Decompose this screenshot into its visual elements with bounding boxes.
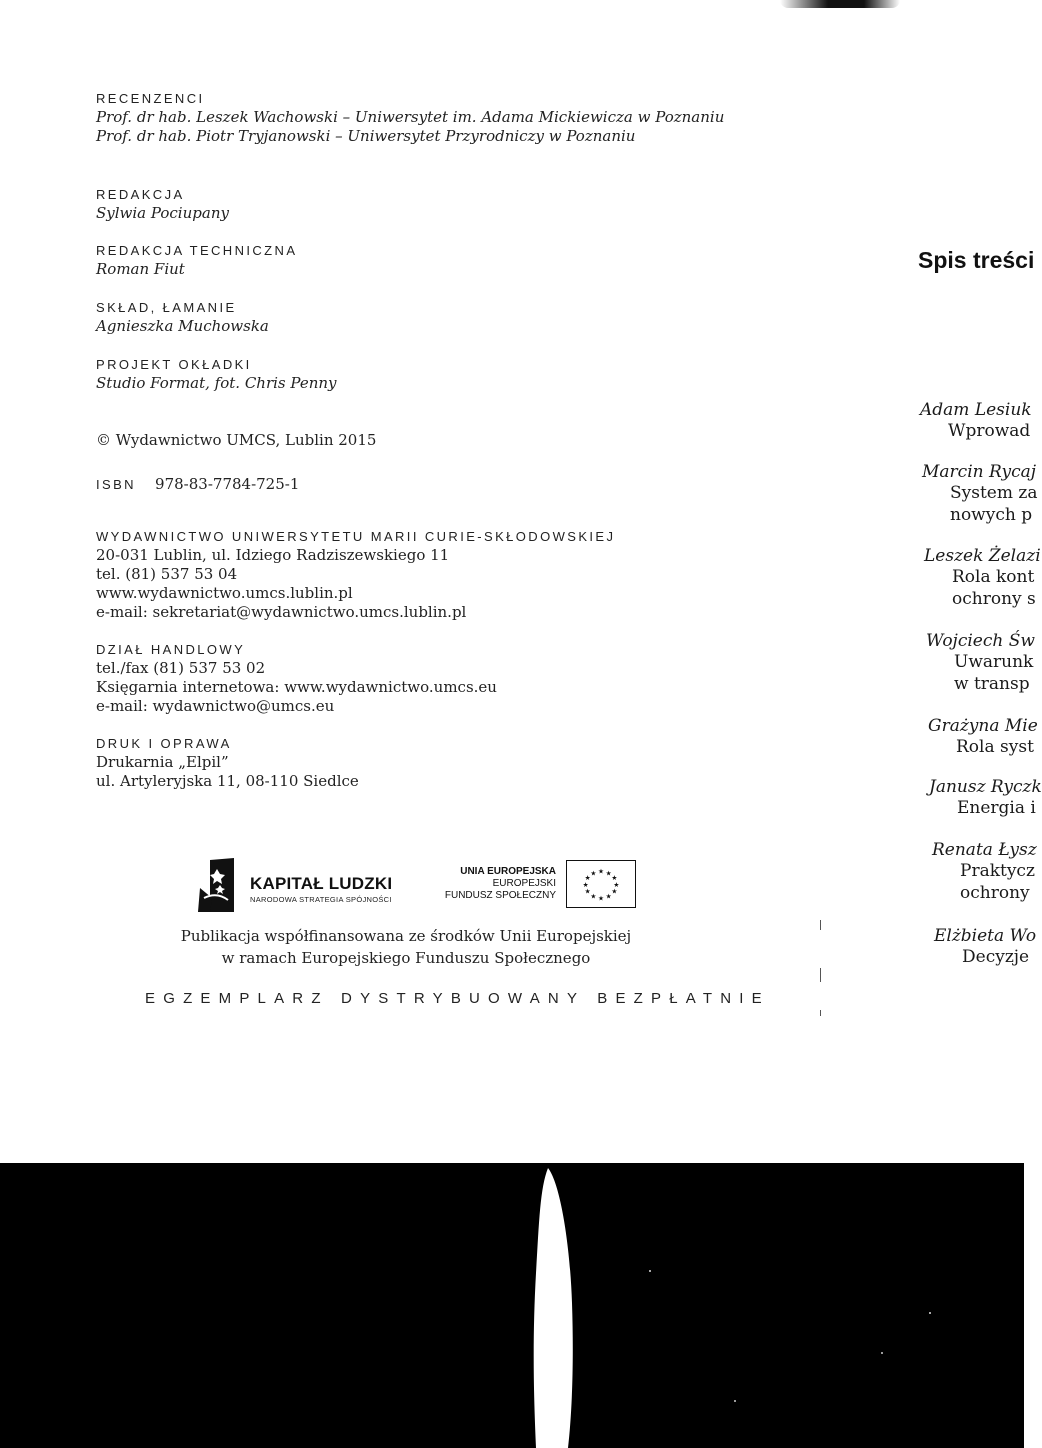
- printing-name: Drukarnia „Elpil”: [96, 753, 229, 771]
- eu-flag-icon: [566, 860, 636, 908]
- eu-fund-line2: FUNDUSZ SPOŁECZNY: [444, 890, 556, 901]
- toc-entry: [928, 716, 1038, 758]
- typesetting-section: [96, 299, 269, 336]
- publisher-phone: tel. (81) 537 53 04: [96, 565, 238, 583]
- sales-heading: DZIAŁ HANDLOWY: [96, 642, 246, 657]
- scan-smudge: [780, 0, 900, 8]
- isbn-value: 978-83-7784-725-1: [155, 475, 300, 493]
- publisher-email: e-mail: sekretariat@wydawnictwo.umcs.lublin.pl: [96, 603, 467, 621]
- cover-name: Studio Format, fot. Chris Penny: [96, 374, 337, 392]
- toc-chapter-title: Decyzje: [962, 947, 1030, 967]
- toc-entry: [926, 631, 1035, 695]
- typesetting-name: Agnieszka Muchowska: [96, 317, 269, 335]
- cover-section: [96, 356, 337, 393]
- scan-tear-shape: [0, 1163, 1024, 1448]
- toc-author: Wojciech Św: [926, 631, 1035, 651]
- editor-section: [96, 186, 229, 223]
- eu-text: [445, 866, 556, 902]
- toc-chapter-title: ochrony s: [952, 589, 1036, 609]
- page-gutter-marks: [820, 920, 821, 1040]
- toc-title: Spis treści: [918, 247, 1035, 273]
- eu-social-fund-logo: [446, 860, 636, 910]
- reviewers-section: [96, 90, 724, 146]
- toc-chapter-title: Wprowad: [948, 421, 1031, 441]
- eu-fund-line1: EUROPEJSKI: [492, 878, 556, 889]
- printing-address: ul. Artyleryjska 11, 08-110 Siedlce: [96, 772, 359, 790]
- toc-entry: [920, 400, 1032, 442]
- toc-chapter-title: Uwarunk: [954, 652, 1034, 672]
- svg-text:★: ★: [590, 869, 597, 878]
- toc-entry: [924, 546, 1041, 610]
- printing-section: [96, 735, 359, 791]
- tech-editor-section: [96, 242, 297, 279]
- svg-text:★: ★: [584, 887, 591, 896]
- sales-phone: tel./fax (81) 537 53 02: [96, 659, 266, 677]
- reviewer-line: Prof. dr hab. Piotr Tryjanowski – Uniwersytet Przyrodniczy w Poznaniu: [96, 127, 636, 145]
- typesetting-heading: SKŁAD, ŁAMANIE: [96, 300, 237, 315]
- toc-author: Elżbieta Wo: [934, 926, 1037, 946]
- sales-bookstore: Księgarnia internetowa: www.wydawnictwo.umcs.eu: [96, 678, 497, 696]
- svg-text:★: ★: [582, 880, 589, 889]
- isbn-line: [96, 474, 299, 494]
- printing-heading: DRUK I OPRAWA: [96, 736, 232, 751]
- tech-editor-name: Roman Fiut: [96, 260, 185, 278]
- cofinance-line-2: w ramach Europejskiego Funduszu Społecznego: [221, 949, 591, 967]
- sales-email: e-mail: wydawnictwo@umcs.eu: [96, 697, 335, 715]
- toc-entry: [929, 777, 1042, 819]
- publisher-heading: WYDAWNICTWO UNIWERSYTETU MARII CURIE-SKŁODOWSKIEJ: [96, 529, 616, 544]
- svg-text:★: ★: [584, 874, 591, 883]
- publisher-section: [96, 528, 615, 622]
- svg-text:★: ★: [590, 892, 597, 901]
- toc-author: Leszek Żelazi: [924, 546, 1041, 566]
- reviewers-heading: RECENZENCI: [96, 91, 205, 106]
- toc-author: Grażyna Mie: [928, 716, 1038, 736]
- toc-chapter-title: nowych p: [950, 505, 1033, 525]
- toc-entry: [932, 840, 1037, 904]
- publisher-address: 20-031 Lublin, ul. Idziego Radziszewskiego 11: [96, 546, 450, 564]
- kapital-ludzki-emblem-icon: [198, 858, 238, 914]
- toc-chapter-title: Rola syst: [956, 737, 1034, 757]
- toc-chapter-title: w transp: [954, 674, 1030, 694]
- tech-editor-heading: REDAKCJA TECHNICZNA: [96, 243, 298, 258]
- svg-text:★: ★: [605, 869, 612, 878]
- toc-chapter-title: ochrony: [960, 883, 1030, 903]
- toc-entry: [934, 926, 1036, 968]
- publisher-website: www.wydawnictwo.umcs.lublin.pl: [96, 584, 353, 602]
- svg-text:★: ★: [598, 867, 604, 876]
- toc-chapter-title: System za: [950, 483, 1038, 503]
- isbn-label: ISBN: [96, 477, 136, 492]
- toc-author: Janusz Ryczk: [929, 777, 1042, 797]
- cofinance-line-1: Publikacja współfinansowana ze środków Unii Europejskiej: [180, 927, 632, 945]
- scan-black-border: [0, 1163, 1024, 1448]
- cover-heading: PROJEKT OKŁADKI: [96, 357, 252, 372]
- toc-author: Adam Lesiuk: [920, 400, 1032, 420]
- svg-text:★: ★: [613, 880, 620, 889]
- sales-section: [96, 641, 497, 716]
- reviewer-line: Prof. dr hab. Leszek Wachowski – Uniwersytet im. Adama Mickiewicza w Poznaniu: [96, 108, 725, 126]
- toc-author: Marcin Rycaj: [922, 462, 1037, 482]
- toc-entry: [922, 462, 1037, 526]
- kapital-ludzki-logo: [198, 858, 398, 914]
- toc-chapter-title: Energia i: [957, 798, 1036, 818]
- toc-chapter-title: Praktycz: [960, 861, 1035, 881]
- svg-text:★: ★: [611, 887, 618, 896]
- free-copy-notice: EGZEMPLARZ DYSTRYBUOWANY BEZPŁATNIE: [145, 990, 770, 1007]
- svg-text:★: ★: [598, 894, 604, 903]
- svg-text:★: ★: [605, 892, 612, 901]
- svg-text:★: ★: [611, 874, 618, 883]
- editor-heading: REDAKCJA: [96, 187, 185, 202]
- copyright-notice: © Wydawnictwo UMCS, Lublin 2015: [96, 431, 377, 449]
- toc-author: Renata Łysz: [932, 840, 1037, 860]
- kapital-ludzki-title: KAPITAŁ LUDZKI: [250, 874, 393, 893]
- toc-chapter-title: Rola kont: [952, 567, 1035, 587]
- editor-name: Sylwia Pociupany: [96, 204, 229, 222]
- eu-union-label: UNIA EUROPEJSKA: [460, 866, 556, 877]
- kapital-ludzki-subtitle: NARODOWA STRATEGIA SPÓJNOŚCI: [250, 895, 392, 904]
